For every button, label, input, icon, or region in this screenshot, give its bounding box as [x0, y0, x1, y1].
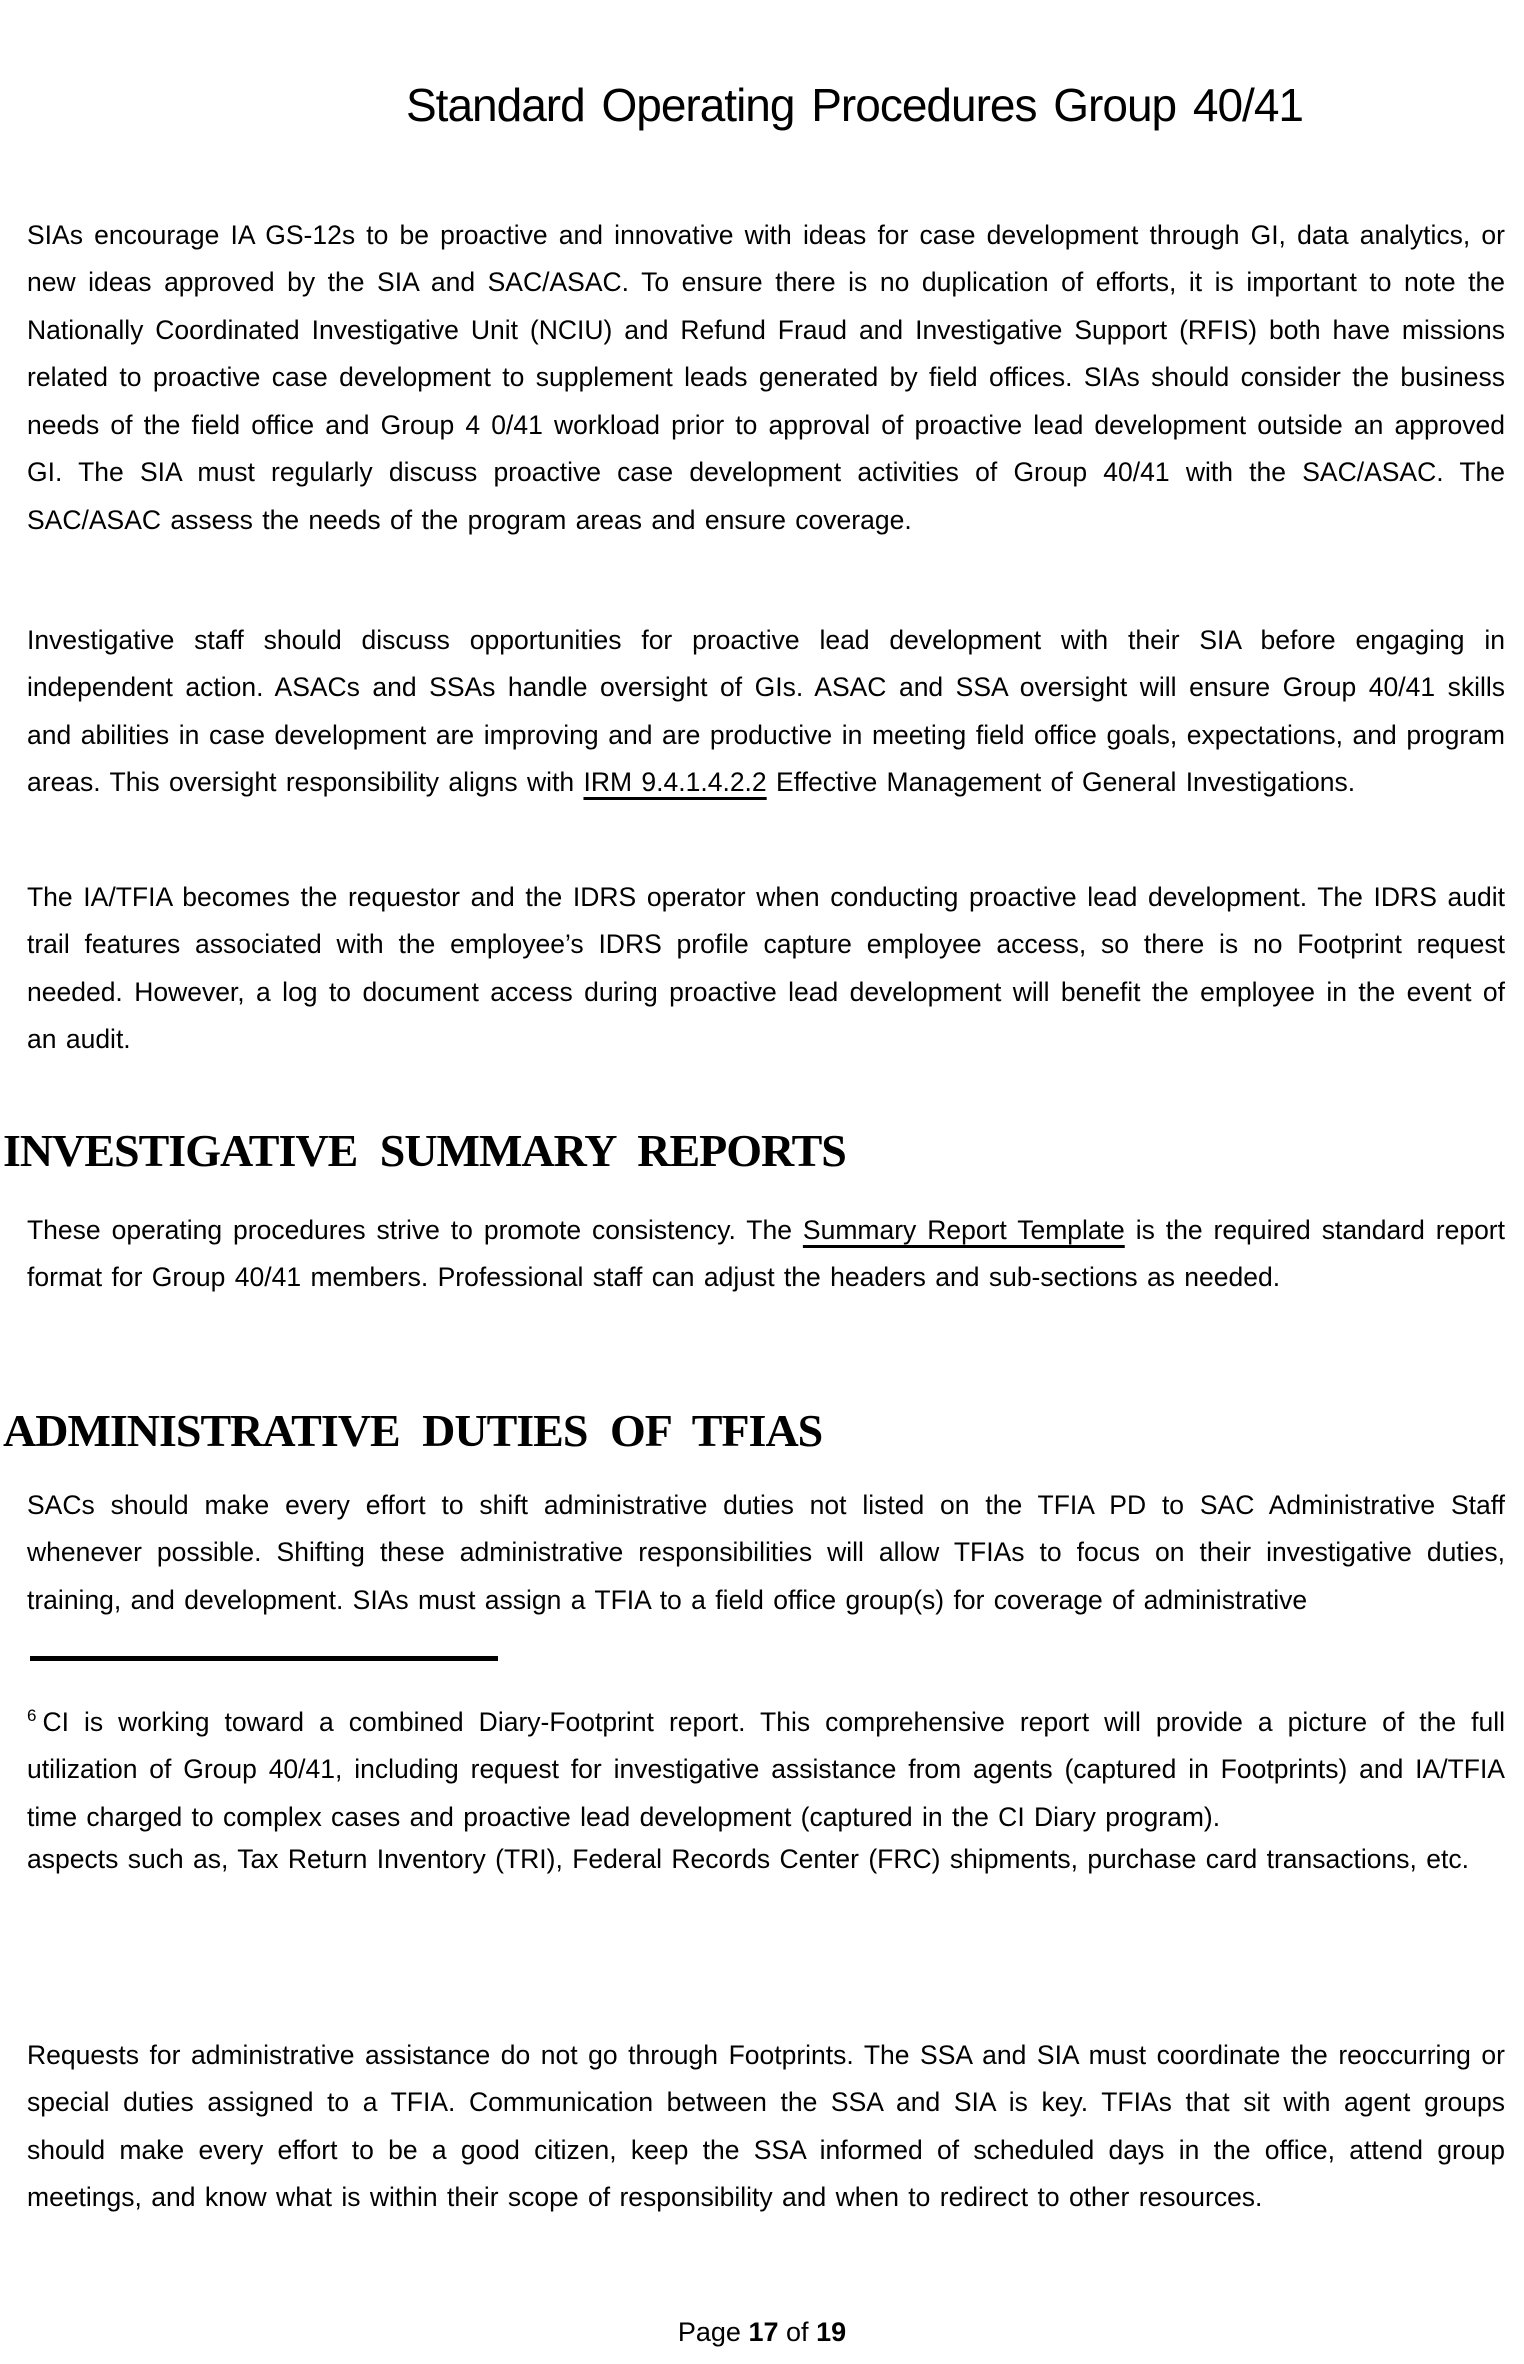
- footnote-marker: 6: [27, 1705, 37, 1725]
- intro-paragraph-2: [27, 617, 1505, 807]
- footnote: [27, 1699, 1505, 1842]
- investigative-summary-reports-text-before: These operating procedures strive to promote consistency. The: [27, 1214, 803, 1245]
- administrative-duties-paragraph-2: Requests for administrative assistance do not go through Footprints. The SSA and SIA must coordinate the reoccurring or special duties assigned to a TFIA. Communication between the SSA and SIA is key. TFIAs that sit with agent groups should make every effort to be a good citizen, keep the SSA informed of scheduled days in the office, attend group meetings, and know what is within their scope of responsibility and when to redirect to other resources.: [27, 2039, 1505, 2212]
- footnote-separator-rule: [30, 1656, 498, 1661]
- investigative-summary-reports-text-after: is the required standard report format for Group 40/41 members. Professional staff can adjust the headers and sub-sections as needed.: [27, 1214, 1505, 1292]
- investigative-summary-reports-paragraph: [27, 1207, 1505, 1302]
- summary-report-template-link[interactable]: Summary Report Template: [802, 1214, 1125, 1245]
- irm-reference-link[interactable]: IRM 9.4.1.4.2.2: [583, 767, 767, 797]
- page-footer-total-pages: 19: [816, 2317, 847, 2347]
- section-heading-administrative-duties-of-tfias: ADMINISTRATIVE DUTIES OF TFIAS: [3, 1405, 823, 1457]
- intro-paragraph-2-text-before: Investigative staff should discuss opportunities for proactive lead development with their SIA before engaging in independent action. ASACs and SSAs handle oversight of GIs. ASAC and SSA oversight will ensure Group 40/41 skills and abilities in case development are improving and are productive in meeting field office goals, expectations, and program areas. This oversight responsibility aligns with: [27, 624, 1505, 797]
- footnote-text: CI is working toward a combined Diary-Footprint report. This comprehensive report will provide a picture of the full utilization of Group 40/41, including request for investigative assistance from agents (captured in Footprints) and IA/TFIA time charged to complex cases and proactive lead development (captured in the CI Diary program).: [27, 1706, 1505, 1832]
- administrative-duties-paragraph-1: SACs should make every effort to shift administrative duties not listed on the TFIA PD to SAC Administrative Staff whenever possible. Shifting these administrative responsibilities will allow TFIAs to focus on their investigative duties, training, and development. SIAs must assign a TFIA to a field office group(s) for coverage of administrative: [27, 1489, 1505, 1615]
- intro-paragraph-1: SIAs encourage IA GS-12s to be proactive and innovative with ideas for case development through GI, data analytics, or new ideas approved by the SIA and SAC/ASAC. To ensure there is no duplication of efforts, it is important to note the Nationally Coordinated Investigative Unit (NCIU) and Refund Fraud and Investigative Support (RFIS) both have missions related to proactive case development to supplement leads generated by field offices. SIAs should consider the business needs of the field office and Group 4 0/41 workload prior to approval of proactive lead development outside an approved GI. The SIA must regularly discuss proactive case development activities of Group 40/41 with the SAC/ASAC. The SAC/ASAC assess the needs of the program areas and ensure coverage.: [27, 219, 1505, 535]
- intro-paragraph-3: The IA/TFIA becomes the requestor and the IDRS operator when conducting proactive lead development. The IDRS audit trail features associated with the employee’s IDRS profile capture employee access, so there is no Footprint request needed. However, a log to document access during proactive lead development will benefit the employee in the event of an audit.: [27, 881, 1505, 1054]
- page-footer-of: of: [786, 2317, 809, 2347]
- page-footer-current-page: 17: [748, 2317, 779, 2347]
- page-footer: [0, 2312, 1524, 2352]
- page-title: Standard Operating Procedures Group 40/41: [405, 79, 1304, 131]
- section-heading-investigative-summary-reports: INVESTIGATIVE SUMMARY REPORTS: [3, 1125, 846, 1177]
- intro-paragraph-2-text-after: Effective Management of General Investigations.: [766, 767, 1356, 797]
- page-footer-label: Page: [677, 2317, 741, 2347]
- administrative-duties-paragraph-1-continuation: aspects such as, Tax Return Inventory (TRI), Federal Records Center (FRC) shipments, purchase card transactions, etc.: [27, 1843, 1469, 1874]
